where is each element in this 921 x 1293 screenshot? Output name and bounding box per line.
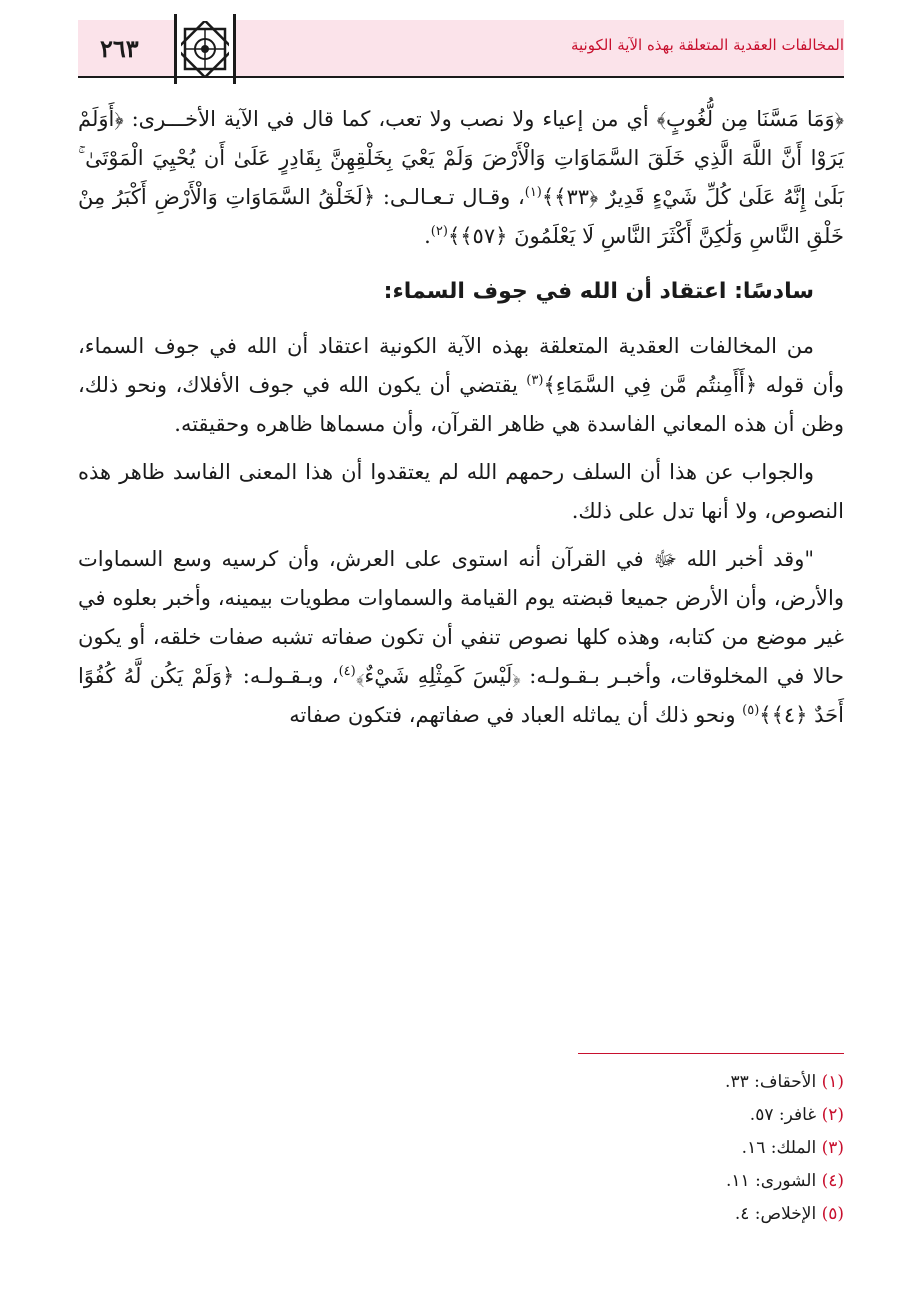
footnote-item (444, 1132, 844, 1165)
quran-verse: ﴿لَيْسَ كَمِثْلِهِ شَيْءٌ﴾ (355, 664, 521, 688)
body-text: من المخالفات العقدية المتعلقة بهذه الآية الكونية اعتقاد أن الله في جوف السماء، وأن قوله (78, 334, 845, 397)
footnote-number: (٤) (821, 1171, 844, 1191)
paragraph-3: والجواب عن هذا أن السلف رحمهم الله لم يعتقدوا أن هذا المعنى الفاسد ظاهر هذه النصوص، ولا أنها تدل على ذلك. (78, 460, 844, 523)
footnote-ref[interactable]: (١) (524, 185, 542, 200)
footnote-ref[interactable]: (٤) (338, 664, 356, 679)
header-ornament (174, 14, 236, 84)
footnote-number: (١) (821, 1072, 844, 1092)
body-text: "وقد أخبر الله ﷻ في القرآن أنه استوى على العرش، وأن كرسيه وسع السماوات والأرض، وأن الأرض جميعا قبضته يوم القيامة والسماوات مطويات بيمينه، وأخبر بعلوه في غير موضع من كتابه، وهذه كلها نصوص تنفي أن تكون صفاته تشبه صفات خلقه، أو يكون حالا في المخلوقات، وأخبـر بـقـولـه: (78, 547, 844, 688)
footnote-item (444, 1165, 844, 1198)
footnote-separator (578, 1053, 844, 1054)
footnote-text: الأحقاف: ٣٣. (725, 1072, 817, 1092)
header-rule (78, 76, 844, 78)
ornament-divider-left (174, 14, 177, 84)
paragraph-2 (78, 327, 844, 444)
footnote-ref[interactable]: (٣) (526, 373, 544, 388)
footnote-number: (٣) (821, 1138, 844, 1158)
footnote-text: الإخلاص: ٤. (734, 1204, 817, 1224)
quran-verse: ﴿أَوَلَمْ يَرَوْا أَنَّ اللَّهَ الَّذِي خَلَقَ السَّمَاوَاتِ وَالْأَرْضَ وَلَمْ يَعْيَ بِخَلْقِهِنَّ بِقَادِرٍ عَلَىٰ أَن يُحْيِيَ الْمَوْتَىٰ ۚ بَلَىٰ إِنَّهُ عَلَىٰ كُلِّ شَيْءٍ قَدِيرٌ ﴿٣٣﴾﴾ (78, 107, 844, 209)
body-text: ، وقـال تـعـالـى: (375, 185, 525, 209)
body-text: ونحو ذلك أن يماثله العباد في صفاتهم، فتكون صفاته (289, 703, 743, 727)
footnote-item (444, 1099, 844, 1132)
footnote-ref[interactable]: (٥) (742, 703, 760, 718)
footnote-text: الملك: ١٦. (741, 1138, 817, 1158)
body-text: يقتضي أن يكون الله في جوف الأفلاك، ونحو ذلك، وظن أن هذه المعاني الفاسدة هي ظاهر القرآن، وأن مسماها ظاهره وحقيقته. (78, 373, 844, 436)
section-heading: سادسًا: اعتقاد أن الله في جوف السماء: (383, 279, 814, 304)
footnote-item (444, 1066, 844, 1099)
body-text: . (424, 224, 431, 248)
page-body (78, 100, 844, 744)
footnote-number: (٥) (821, 1204, 844, 1224)
quran-verse: ﴿وَلَمْ يَكُن لَّهُ كُفُوًا أَحَدٌ ﴿٤﴾﴾ (78, 664, 844, 727)
footnotes-list (444, 1066, 844, 1231)
islamic-star-ornament-icon (181, 21, 229, 77)
footnote-item (444, 1198, 844, 1231)
running-title: المخالفات العقدية المتعلقة بهذه الآية الكونية (570, 36, 844, 54)
quran-verse: ﴿وَمَا مَسَّنَا مِن لُّغُوبٍ﴾ (656, 107, 844, 131)
paragraph-1 (78, 100, 844, 256)
footnote-text: غافر: ٥٧. (749, 1105, 817, 1125)
quran-verse: ﴿أَأَمِنتُم مَّن فِي السَّمَاءِ﴾ (543, 373, 758, 397)
page-header (78, 14, 844, 72)
body-text: ، وبـقـولـه: (234, 664, 339, 688)
footnote-ref[interactable]: (٢) (430, 224, 448, 239)
quran-verse: ﴿لَخَلْقُ السَّمَاوَاتِ وَالْأَرْضِ أَكْبَرُ مِنْ خَلْقِ النَّاسِ وَلَٰكِنَّ أَكْثَرَ النَّاسِ لَا يَعْلَمُونَ ﴿٥٧﴾﴾ (78, 185, 844, 248)
footnote-number: (٢) (821, 1105, 844, 1125)
body-text: أي من إعياء ولا نصب ولا تعب، كما قال في الآية الأخـــرى: (123, 107, 657, 131)
page-number: ٢٦٣ (100, 34, 139, 63)
footnote-text: الشورى: ١١. (726, 1171, 817, 1191)
ornament-divider-right (233, 14, 236, 84)
paragraph-4 (78, 540, 844, 735)
